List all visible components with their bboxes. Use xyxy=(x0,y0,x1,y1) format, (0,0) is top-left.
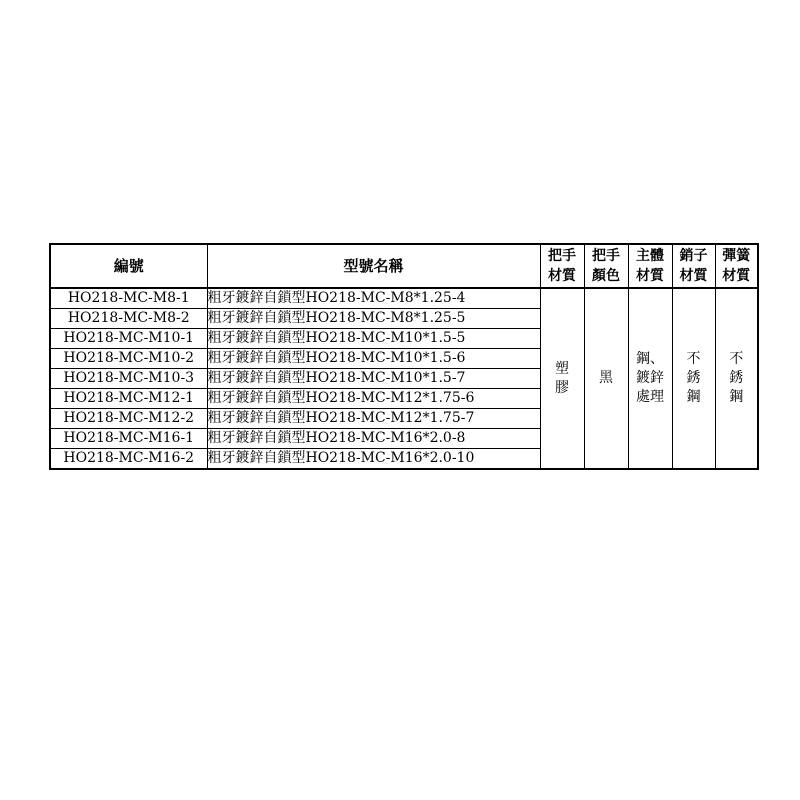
header-code: 編號 xyxy=(50,244,207,288)
code-cell: HO218-MC-M12-2 xyxy=(50,409,207,429)
code-cell: HO218-MC-M16-2 xyxy=(50,449,207,470)
pin-material-cell xyxy=(672,288,715,469)
header-handle-material xyxy=(540,244,584,288)
header-body-material-line2: 材質 xyxy=(636,268,664,284)
header-pin-material-line2: 材質 xyxy=(679,268,708,284)
body-material-cell xyxy=(628,288,672,469)
pin-material-line: 銹 xyxy=(686,370,701,386)
code-cell: HO218-MC-M8-2 xyxy=(50,309,207,329)
model-name-cell: 粗牙鍍鋅自鎖型HO218-MC-M16*2.0-8 xyxy=(207,429,540,449)
header-handle-material-line2: 材質 xyxy=(548,268,576,284)
header-spring-material-line2: 材質 xyxy=(722,268,751,284)
code-cell: HO218-MC-M10-2 xyxy=(50,349,207,369)
header-spring-material xyxy=(715,244,758,288)
handle-color-line: 黑 xyxy=(599,370,613,386)
spring-material-line: 不 xyxy=(729,351,744,367)
header-handle-color-line1: 把手 xyxy=(592,248,620,264)
spring-material-line: 銹 xyxy=(729,370,744,386)
model-name-cell: 粗牙鍍鋅自鎖型HO218-MC-M12*1.75-7 xyxy=(207,409,540,429)
handle-material-line: 塑 xyxy=(555,360,569,377)
model-name-cell: 粗牙鍍鋅自鎖型HO218-MC-M10*1.5-5 xyxy=(207,329,540,349)
table-row xyxy=(50,288,758,309)
handle-material-line: 膠 xyxy=(555,379,569,396)
spring-material-line: 鋼 xyxy=(729,389,744,405)
model-name-cell: 粗牙鍍鋅自鎖型HO218-MC-M16*2.0-10 xyxy=(207,449,540,470)
header-pin-material xyxy=(672,244,715,288)
header-model-name: 型號名稱 xyxy=(207,244,540,288)
header-handle-material-line1: 把手 xyxy=(548,248,576,264)
code-cell: HO218-MC-M10-3 xyxy=(50,369,207,389)
header-body-material-line1: 主體 xyxy=(636,248,664,264)
product-spec-table xyxy=(49,243,759,470)
header-pin-material-line1: 銷子 xyxy=(679,248,708,264)
code-cell: HO218-MC-M10-1 xyxy=(50,329,207,349)
spring-material-cell xyxy=(715,288,758,469)
pin-material-line: 鋼 xyxy=(686,389,701,405)
code-cell: HO218-MC-M8-1 xyxy=(50,288,207,309)
handle-material-cell xyxy=(540,288,584,469)
model-name-cell: 粗牙鍍鋅自鎖型HO218-MC-M10*1.5-6 xyxy=(207,349,540,369)
header-row xyxy=(50,244,758,288)
header-spring-material-line1: 彈簧 xyxy=(722,248,751,264)
body-material-line: 處理 xyxy=(636,389,664,405)
code-cell: HO218-MC-M16-1 xyxy=(50,429,207,449)
handle-color-cell xyxy=(584,288,628,469)
header-handle-color xyxy=(584,244,628,288)
model-name-cell: 粗牙鍍鋅自鎖型HO218-MC-M8*1.25-5 xyxy=(207,309,540,329)
pin-material-line: 不 xyxy=(686,351,701,367)
model-name-cell: 粗牙鍍鋅自鎖型HO218-MC-M8*1.25-4 xyxy=(207,288,540,309)
header-handle-color-line2: 顏色 xyxy=(592,268,620,284)
code-cell: HO218-MC-M12-1 xyxy=(50,389,207,409)
model-name-cell: 粗牙鍍鋅自鎖型HO218-MC-M10*1.5-7 xyxy=(207,369,540,389)
body-material-line: 鍍鋅 xyxy=(636,370,664,386)
body-material-line: 鋼、 xyxy=(636,351,664,367)
model-name-cell: 粗牙鍍鋅自鎖型HO218-MC-M12*1.75-6 xyxy=(207,389,540,409)
header-body-material xyxy=(628,244,672,288)
